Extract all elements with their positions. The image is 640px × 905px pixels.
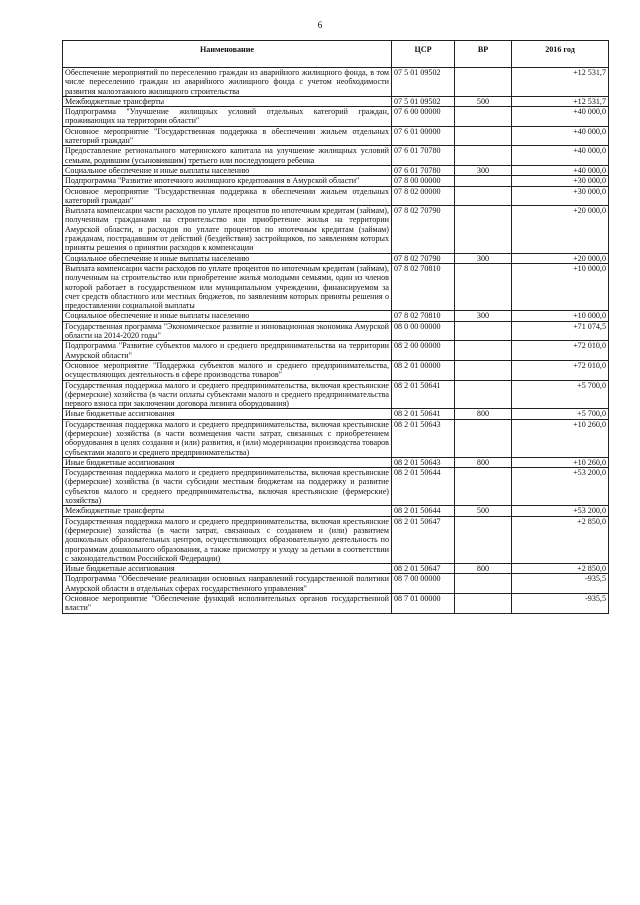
table-row <box>63 126 609 146</box>
cell-vr <box>455 107 512 127</box>
cell-amount: +30 000,0 <box>512 186 609 206</box>
cell-amount: +12 531,7 <box>512 96 609 106</box>
cell-name: Основное мероприятие "Обеспечение функций исполнительных органов государственной власти" <box>63 594 392 614</box>
cell-amount: +20 000,0 <box>512 253 609 263</box>
cell-amount: +10 000,0 <box>512 311 609 321</box>
cell-vr: 800 <box>455 564 512 574</box>
cell-name: Предоставление регионального материнского капитала на улучшение жилищных условий семьям, родившим (усыновившим) третьего или последующего ребенка <box>63 146 392 166</box>
cell-amount: +20 000,0 <box>512 206 609 253</box>
table-row <box>63 146 609 166</box>
cell-csr: 08 2 01 50647 <box>392 564 455 574</box>
table-row <box>63 311 609 321</box>
page-number: 6 <box>317 20 323 30</box>
cell-name: Государственная поддержка малого и среднего предпринимательства, включая крестьянские (фермерские) хозяйства (в части возмещения части затрат, связанных с приобретением оборудования в целях создания и (или) развития, и (или) модернизации производства товаров субъектами малого и среднего предпринимательства) <box>63 419 392 457</box>
table-row <box>63 457 609 467</box>
cell-name: Обеспечение мероприятий по переселению граждан из аварийного жилищного фонда, в том числе переселению граждан из аварийного жилищного фонда с учетом необходимости развития малоэтажного жилищного строительства <box>63 68 392 97</box>
cell-amount: +40 000,0 <box>512 146 609 166</box>
cell-name: Подпрограмма "Улучшение жилищных условий отдельных категорий граждан, проживающих на территории области" <box>63 107 392 127</box>
cell-amount: +72 010,0 <box>512 360 609 380</box>
cell-vr <box>455 186 512 206</box>
cell-name: Выплата компенсации части расходов по уплате процентов по ипотечным кредитам (займам), полученным на строительство или приобретение жилья молодыми семьями, один из членов которой работает в государственном или муниципальном учреждении, финансируемом за счет средств областного или местных бюджетов, по заявлениям которых приняты решения о предоставлении социальной выплаты <box>63 263 392 310</box>
cell-vr: 300 <box>455 165 512 175</box>
cell-vr <box>455 126 512 146</box>
cell-vr <box>455 341 512 361</box>
cell-vr <box>455 68 512 97</box>
cell-csr: 08 2 01 50643 <box>392 419 455 457</box>
table-row <box>63 186 609 206</box>
cell-vr <box>455 468 512 506</box>
cell-vr <box>455 321 512 341</box>
cell-name: Государственная поддержка малого и среднего предпринимательства, включая крестьянские (фермерские) хозяйства (в части оплаты субъектами малого и среднего предпринимательства первого взноса при заключении договора лизинга оборудования) <box>63 380 392 409</box>
cell-amount: +12 531,7 <box>512 68 609 97</box>
cell-vr: 800 <box>455 409 512 419</box>
cell-name: Государственная поддержка малого и среднего предпринимательства, включая крестьянские (фермерские) хозяйства (в части затрат, связанных с созданием и (или) развитием дошкольных образовательных центров, осуществляющих образовательную деятельность по программам дошкольного образования, а также присмотру и уходу за детьми в соответствии с законодательством Российской Федерации) <box>63 516 392 563</box>
table-row <box>63 165 609 175</box>
header-vr: ВР <box>455 41 512 68</box>
table-row <box>63 468 609 506</box>
cell-csr: 07 8 00 00000 <box>392 176 455 186</box>
cell-vr <box>455 574 512 594</box>
table-row <box>63 409 609 419</box>
table-row <box>63 360 609 380</box>
cell-amount: +2 850,0 <box>512 516 609 563</box>
cell-csr: 07 6 01 70780 <box>392 165 455 175</box>
table-row <box>63 68 609 97</box>
cell-name: Основное мероприятие "Государственная поддержка в обеспечении жильем отдельных категорий граждан" <box>63 186 392 206</box>
cell-amount: +2 850,0 <box>512 564 609 574</box>
cell-amount: +72 010,0 <box>512 341 609 361</box>
cell-vr: 300 <box>455 311 512 321</box>
cell-name: Подпрограмма "Развитие субъектов малого и среднего предпринимательства на территории Амурской области" <box>63 341 392 361</box>
cell-vr <box>455 594 512 614</box>
cell-vr: 800 <box>455 457 512 467</box>
table-row <box>63 341 609 361</box>
cell-csr: 08 2 00 00000 <box>392 341 455 361</box>
cell-name: Иные бюджетные ассигнования <box>63 409 392 419</box>
cell-csr: 08 7 00 00000 <box>392 574 455 594</box>
cell-vr: 500 <box>455 506 512 516</box>
table-row <box>63 96 609 106</box>
cell-amount: +53 200,0 <box>512 468 609 506</box>
table-row <box>63 516 609 563</box>
table-row <box>63 380 609 409</box>
cell-vr <box>455 380 512 409</box>
header-year: 2016 год <box>512 41 609 68</box>
cell-name: Государственная программа "Экономическое развитие и инновационная экономика Амурской области на 2014-2020 годы" <box>63 321 392 341</box>
cell-vr <box>455 419 512 457</box>
cell-csr: 07 8 02 70810 <box>392 263 455 310</box>
cell-csr: 07 8 02 70810 <box>392 311 455 321</box>
cell-csr: 07 8 02 70790 <box>392 206 455 253</box>
cell-csr: 08 2 01 00000 <box>392 360 455 380</box>
cell-vr <box>455 206 512 253</box>
cell-csr: 07 6 00 00000 <box>392 107 455 127</box>
cell-csr: 08 0 00 00000 <box>392 321 455 341</box>
table-row <box>63 206 609 253</box>
cell-name: Социальное обеспечение и иные выплаты населению <box>63 165 392 175</box>
cell-vr <box>455 146 512 166</box>
cell-csr: 07 8 02 70790 <box>392 253 455 263</box>
cell-name: Выплата компенсации части расходов по уплате процентов по ипотечным кредитам (займам), полученным гражданами на строительство или приобретение жилья на территории Амурской области, и расходов по уплате процентов по ипотечным кредитам (займам) гражданам, пострадавшим от действий (бездействия) застройщиков, по заявлениям которых приняты решения о принятии расходов к компенсации <box>63 206 392 253</box>
cell-amount: +40 000,0 <box>512 165 609 175</box>
cell-amount: +10 260,0 <box>512 457 609 467</box>
cell-vr <box>455 516 512 563</box>
cell-vr <box>455 176 512 186</box>
cell-csr: 08 2 01 50641 <box>392 409 455 419</box>
header-csr: ЦСР <box>392 41 455 68</box>
table-row <box>63 506 609 516</box>
cell-csr: 08 2 01 50647 <box>392 516 455 563</box>
cell-name: Межбюджетные трансферты <box>63 506 392 516</box>
table-row <box>63 253 609 263</box>
table-body <box>63 68 609 614</box>
cell-amount: +10 260,0 <box>512 419 609 457</box>
cell-name: Основное мероприятие "Поддержка субъектов малого и среднего предпринимательства, осуществляющих деятельность в сфере производства товаров" <box>63 360 392 380</box>
cell-name: Социальное обеспечение и иные выплаты населению <box>63 253 392 263</box>
cell-csr: 08 2 01 50644 <box>392 468 455 506</box>
cell-amount: +5 700,0 <box>512 380 609 409</box>
cell-vr: 500 <box>455 96 512 106</box>
table-row <box>63 594 609 614</box>
cell-amount: -935,5 <box>512 574 609 594</box>
cell-csr: 07 5 01 09502 <box>392 96 455 106</box>
header-name: Наименование <box>63 41 392 68</box>
table-row <box>63 564 609 574</box>
cell-name: Иные бюджетные ассигнования <box>63 564 392 574</box>
cell-amount: -935,5 <box>512 594 609 614</box>
cell-vr: 300 <box>455 253 512 263</box>
cell-name: Иные бюджетные ассигнования <box>63 457 392 467</box>
table-header-row <box>63 41 609 68</box>
cell-name: Социальное обеспечение и иные выплаты населению <box>63 311 392 321</box>
cell-csr: 07 6 01 70780 <box>392 146 455 166</box>
cell-name: Подпрограмма "Обеспечение реализации основных направлений государственной политики Амурской области в отдельных сферах государственного управления" <box>63 574 392 594</box>
cell-name: Межбюджетные трансферты <box>63 96 392 106</box>
cell-vr <box>455 360 512 380</box>
cell-amount: +10 000,0 <box>512 263 609 310</box>
cell-amount: +5 700,0 <box>512 409 609 419</box>
cell-vr <box>455 263 512 310</box>
cell-name: Подпрограмма "Развитие ипотечного жилищного кредитования в Амурской области" <box>63 176 392 186</box>
table-row <box>63 107 609 127</box>
cell-csr: 07 6 01 00000 <box>392 126 455 146</box>
cell-amount: +53 200,0 <box>512 506 609 516</box>
table-row <box>63 321 609 341</box>
cell-name: Основное мероприятие "Государственная поддержка в обеспечении жильем отдельных категорий граждан" <box>63 126 392 146</box>
cell-amount: +40 000,0 <box>512 107 609 127</box>
cell-csr: 07 8 02 00000 <box>392 186 455 206</box>
table-row <box>63 176 609 186</box>
cell-amount: +71 074,5 <box>512 321 609 341</box>
cell-amount: +40 000,0 <box>512 126 609 146</box>
cell-csr: 08 7 01 00000 <box>392 594 455 614</box>
cell-csr: 08 2 01 50641 <box>392 380 455 409</box>
table-row <box>63 419 609 457</box>
table-row <box>63 574 609 594</box>
cell-name: Государственная поддержка малого и среднего предпринимательства, включая крестьянские (фермерские) хозяйства (в части субсидии местным бюджетам на поддержку и развитие субъектов малого и среднего предпринимательства, включая крестьянские (фермерские) хозяйства) <box>63 468 392 506</box>
cell-csr: 07 5 01 09502 <box>392 68 455 97</box>
cell-amount: +30 000,0 <box>512 176 609 186</box>
table-row <box>63 263 609 310</box>
cell-csr: 08 2 01 50643 <box>392 457 455 467</box>
cell-csr: 08 2 01 50644 <box>392 506 455 516</box>
budget-table <box>62 40 609 614</box>
